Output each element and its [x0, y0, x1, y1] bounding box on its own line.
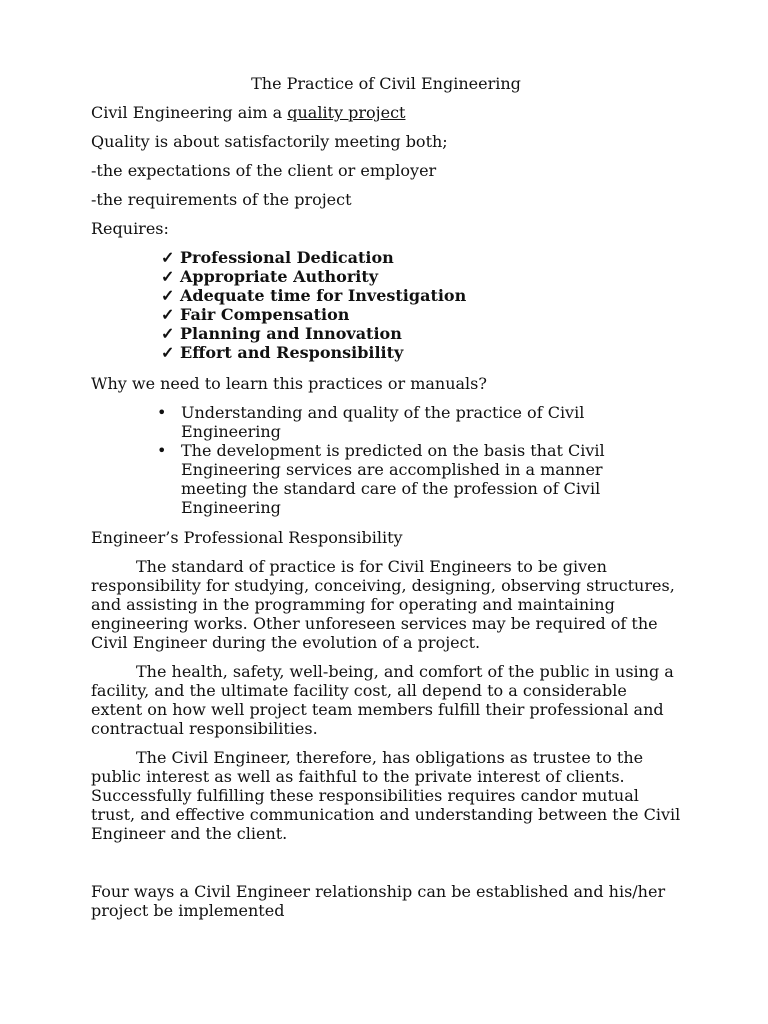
bullet-icon: •: [157, 403, 167, 422]
list-item-label: Professional Dedication: [180, 248, 394, 267]
requires-label: Requires:: [91, 219, 169, 238]
list-item: [161, 343, 466, 362]
list-item: [161, 305, 466, 324]
expectations-line: -the expectations of the client or employer: [91, 161, 437, 180]
check-icon: ✓: [161, 343, 175, 362]
list-item: [161, 286, 466, 305]
quality-project-link: quality project: [287, 103, 406, 122]
list-item: [155, 441, 625, 517]
aim-text: Civil Engineering aim a: [91, 103, 288, 122]
list-item-label: Effort and Responsibility: [180, 343, 404, 362]
list-item-label: Adequate time for Investigation: [180, 286, 467, 305]
paragraph: The standard of practice is for Civil Engineers to be given responsibility for studying, conceiving, designing, observing structures, and assisting in the programming for operating and maintaining engineering works. Other unforeseen services may be required of the Civil Engineer during the evolution of a project.: [91, 557, 675, 652]
bullet-icon: •: [157, 441, 167, 460]
paragraph: The Civil Engineer, therefore, has obligations as trustee to the public interest as well as faithful to the private interest of clients. Successfully fulfilling these responsibilities requires candor mutual trust, and effective communication and understanding between the Civil Engineer and the client.: [91, 748, 681, 843]
list-item-label: Understanding and quality of the practice of Civil Engineering: [181, 403, 585, 441]
check-icon: ✓: [161, 267, 175, 286]
quality-line: Quality is about satisfactorily meeting both;: [91, 132, 448, 151]
check-icon: ✓: [161, 324, 175, 343]
check-icon: ✓: [161, 305, 175, 324]
aim-line: [91, 103, 405, 122]
closing-paragraph: Four ways a Civil Engineer relationship can be established and his/her project be implemented: [91, 882, 666, 920]
check-icon: ✓: [161, 286, 175, 305]
list-item: [161, 324, 466, 343]
list-item: [161, 248, 466, 267]
section-heading: Engineer’s Professional Responsibility: [91, 528, 403, 547]
document-title: The Practice of Civil Engineering: [251, 74, 521, 93]
requirements-line: -the requirements of the project: [91, 190, 352, 209]
list-item-label: Appropriate Authority: [180, 267, 379, 286]
list-item-label: The development is predicted on the basis that Civil Engineering services are accomplished in a manner meeting the standard care of the profession of Civil Engineering: [181, 441, 605, 517]
requires-list: [161, 248, 466, 362]
list-item: [155, 403, 625, 441]
list-item: [161, 267, 466, 286]
why-question: Why we need to learn this practices or manuals?: [91, 374, 487, 393]
why-list: [155, 403, 625, 517]
paragraph: The health, safety, well-being, and comfort of the public in using a facility, and the ultimate facility cost, all depend to a considerable extent on how well project team members fulfill their professional and contractual responsibilities.: [91, 662, 674, 738]
check-icon: ✓: [161, 248, 175, 267]
list-item-label: Fair Compensation: [180, 305, 350, 324]
list-item-label: Planning and Innovation: [180, 324, 402, 343]
